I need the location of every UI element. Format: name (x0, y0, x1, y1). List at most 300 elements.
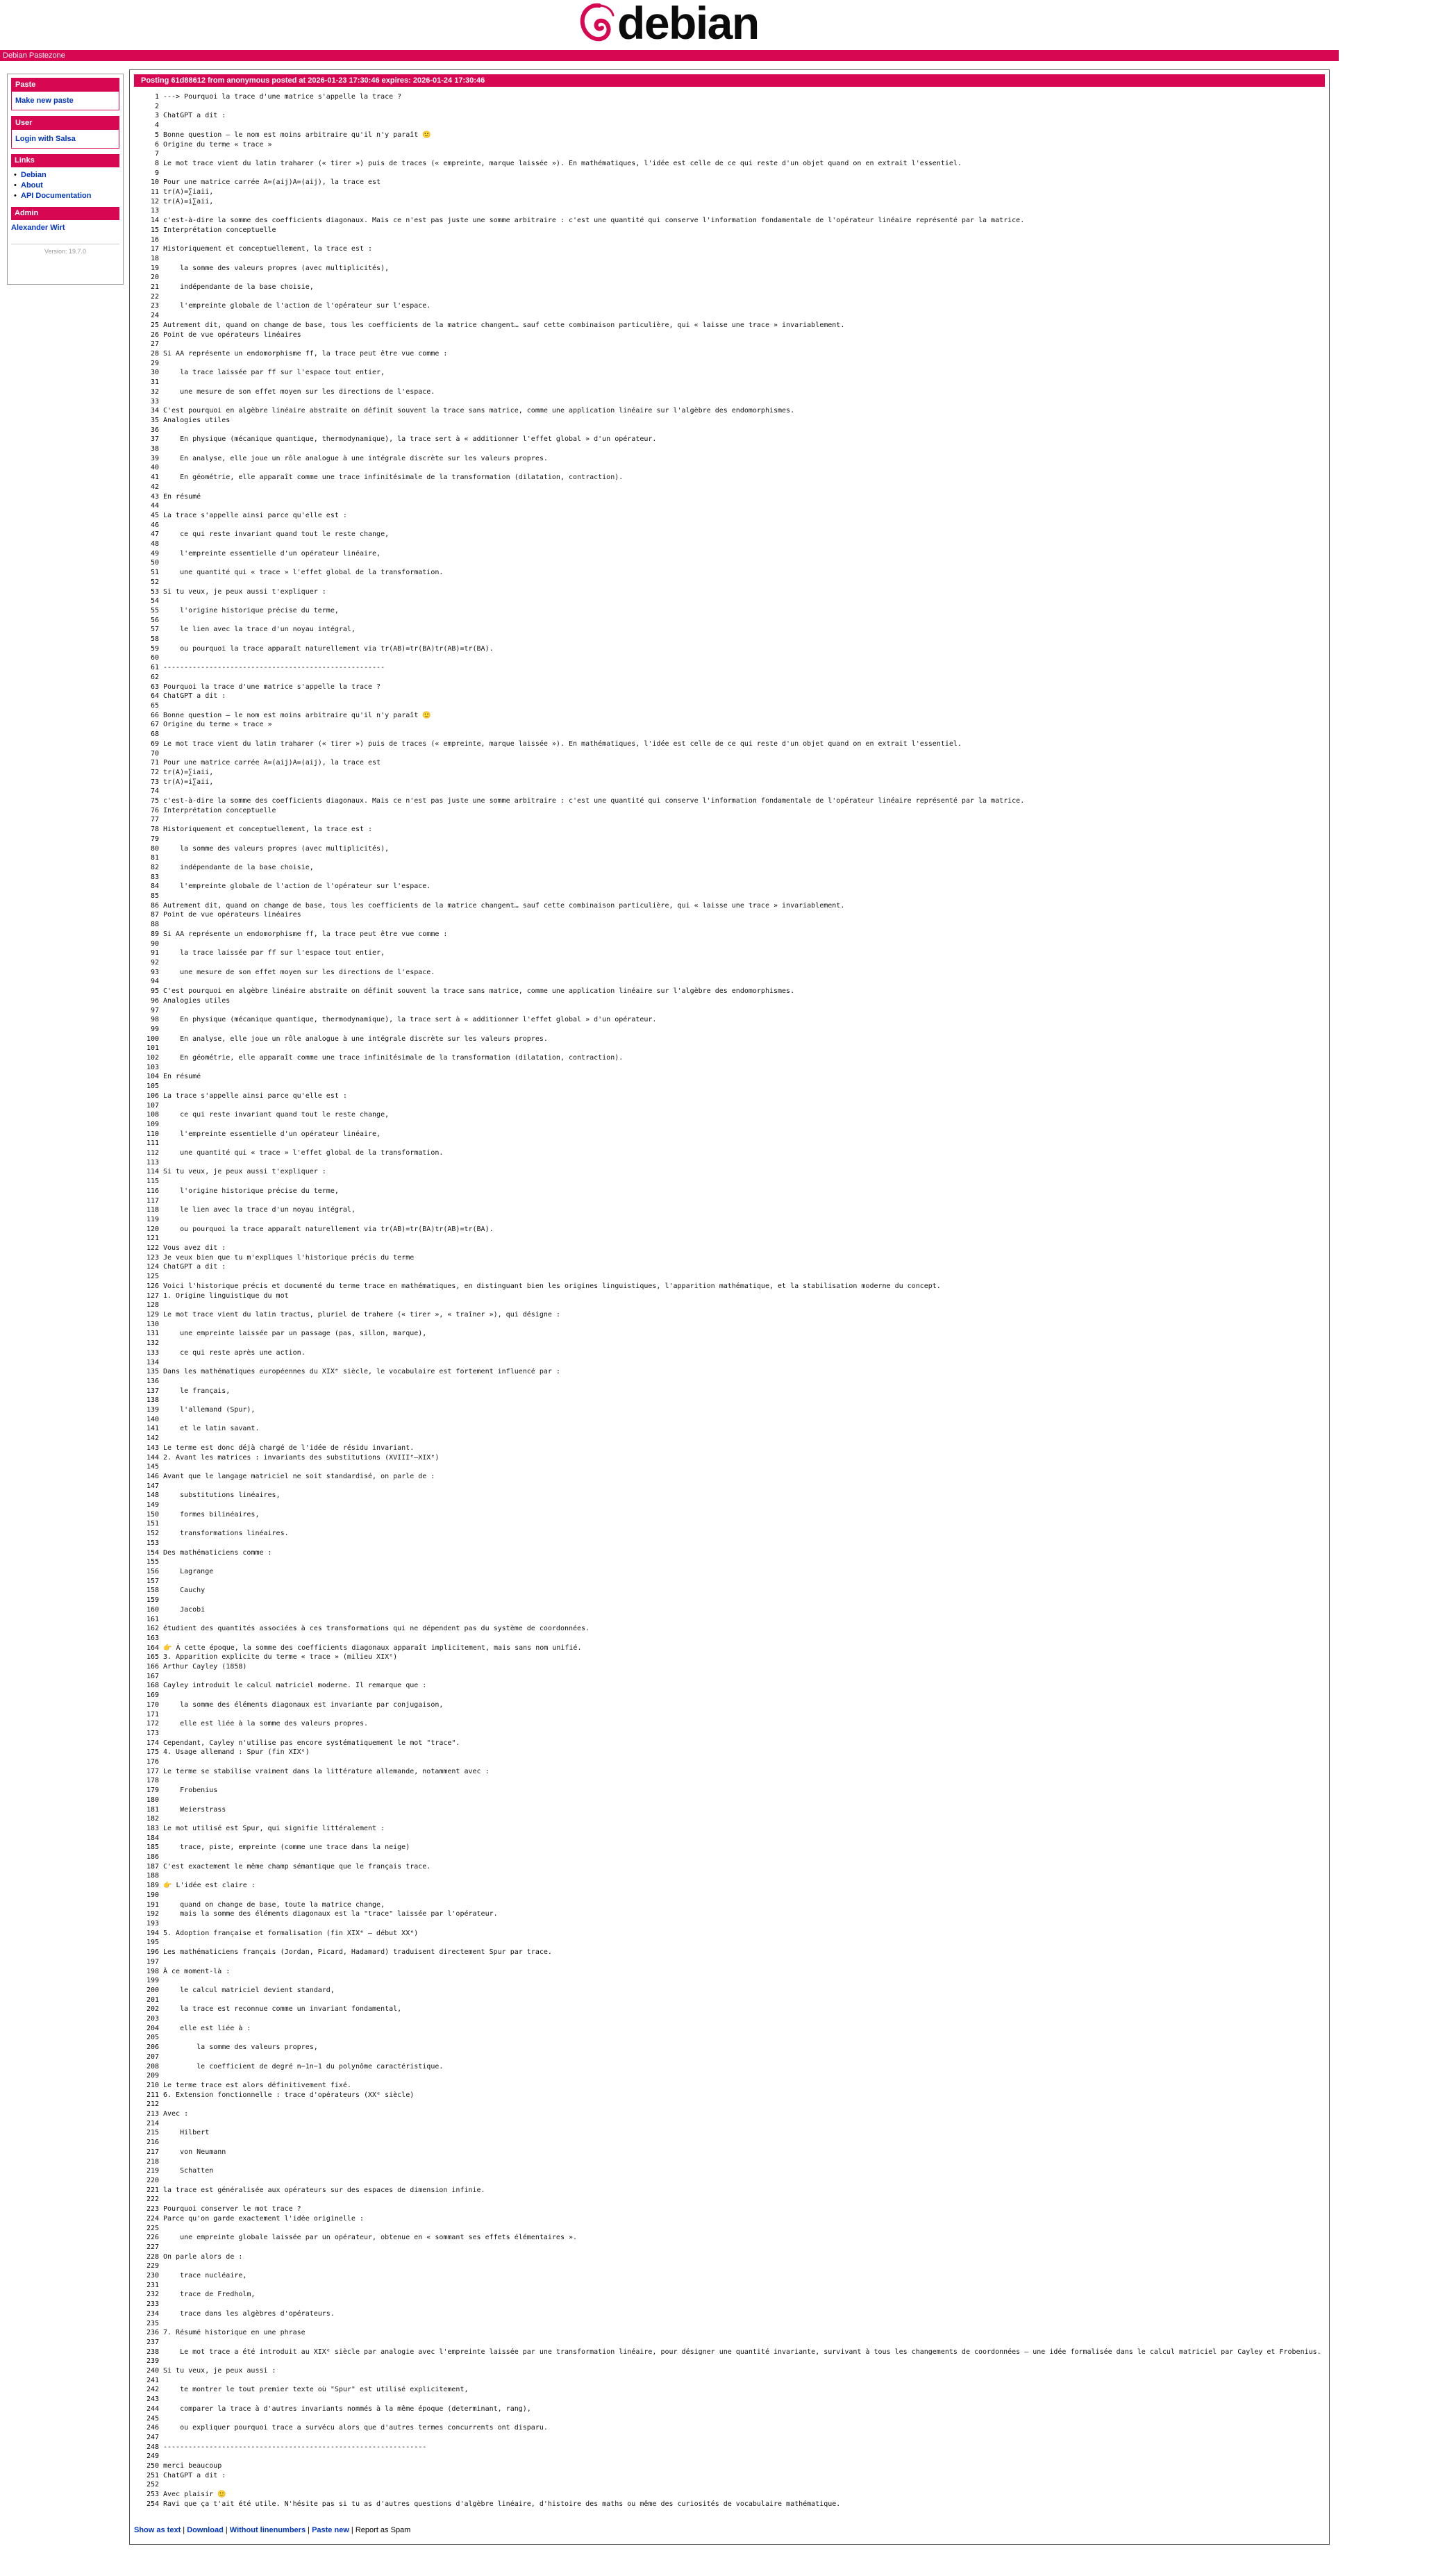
code-line (138, 1757, 1346, 1767)
code-line (138, 1215, 1346, 1225)
line-number: 109 (146, 1120, 159, 1128)
code-line (138, 2033, 1346, 2043)
code-line (138, 806, 1346, 816)
code-line (138, 1244, 1346, 1253)
line-text: Bonne question — le nom est moins arbitraire qu'il n'y paraît 🙂 (163, 131, 431, 139)
line-text: Pour une matrice carrée A=(aij)A=(aij), la trace est (163, 178, 381, 187)
line-number: 50 (150, 559, 159, 567)
line-number: 113 (146, 1158, 159, 1166)
line-number: 250 (146, 2462, 159, 2470)
code-line (138, 159, 1346, 169)
code-line (138, 340, 1346, 349)
line-number: 115 (146, 1178, 159, 1186)
code-line (138, 2328, 1346, 2338)
line-text: Frobenius (163, 1787, 218, 1795)
code-line (138, 1196, 1346, 1206)
line-number: 254 (146, 2500, 159, 2508)
line-number: 31 (150, 378, 159, 387)
line-text: ce qui reste invariant quand tout le reste change, (163, 1111, 390, 1119)
code-line (138, 1453, 1346, 1463)
line-text: te montrer le tout premier texte où "Spur" est utilisé explicitement, (163, 2386, 469, 2394)
debian-link[interactable]: Debian (21, 171, 47, 179)
code-line (138, 1405, 1346, 1415)
line-number: 60 (150, 654, 159, 662)
line-text: Avant que le langage matriciel ne soit standardisé, on parle de : (163, 1472, 435, 1480)
code-line (138, 1957, 1346, 1967)
code-line (138, 1272, 1346, 1282)
code-line (138, 292, 1346, 302)
about-link[interactable]: About (21, 181, 43, 190)
code-line (138, 2109, 1346, 2119)
code-line (138, 131, 1346, 140)
line-text: ----------------------------------------------------- (163, 664, 385, 672)
line-number: 152 (146, 1530, 159, 1538)
code-line (138, 1776, 1346, 1786)
line-number: 104 (146, 1073, 159, 1081)
line-number: 220 (146, 2176, 159, 2184)
line-number: 66 (150, 711, 159, 719)
line-number: 111 (146, 1139, 159, 1148)
admin-name-link[interactable]: Alexander Wirt (11, 224, 65, 232)
show-as-text-link[interactable]: Show as text (134, 2526, 181, 2534)
line-number: 174 (146, 1739, 159, 1747)
line-text: tr(A)=∑iaii, (163, 188, 214, 196)
line-text: Analogies utiles (163, 416, 231, 424)
login-salsa-link[interactable]: Login with Salsa (15, 135, 76, 143)
code-line (138, 1824, 1346, 1834)
line-number: 209 (146, 2072, 159, 2080)
code-line (138, 1377, 1346, 1387)
line-text: ChatGPT a dit : (163, 112, 226, 120)
line-number: 126 (146, 1282, 159, 1290)
line-text: une empreinte globale laissée par un opérateur, obtenue en « sommant ses effets élémentaires ». (163, 2234, 578, 2242)
separator: | (181, 2526, 187, 2534)
code-line (138, 1596, 1346, 1605)
code-line (138, 264, 1346, 274)
line-number: 175 (146, 1748, 159, 1757)
line-number: 150 (146, 1510, 159, 1519)
line-number: 194 (146, 1929, 159, 1937)
line-number: 88 (150, 921, 159, 929)
line-number: 56 (150, 616, 159, 624)
line-number: 43 (150, 492, 159, 501)
line-number: 189 (146, 1882, 159, 1890)
line-text: Cayley introduit le calcul matriciel moderne. Il remarque que : (163, 1682, 427, 1690)
code-line (138, 2138, 1346, 2148)
code-line (138, 463, 1346, 473)
line-text: Cependant, Cayley n'utilise pas encore systématiquement le mot "trace". (163, 1739, 460, 1747)
line-number: 84 (150, 883, 159, 891)
code-line (138, 254, 1346, 264)
line-text: C'est exactement le même champ sémantique que le français trace. (163, 1862, 431, 1871)
code-line (138, 987, 1346, 996)
line-number: 73 (150, 778, 159, 786)
line-number: 182 (146, 1815, 159, 1823)
code-line (138, 2091, 1346, 2100)
code-line (138, 2176, 1346, 2186)
code-line (138, 1225, 1346, 1235)
line-number: 54 (150, 597, 159, 605)
line-number: 246 (146, 2424, 159, 2432)
line-text: le coefficient de degré n−1n−1 du polynôme caractéristique. (163, 2062, 444, 2071)
line-number: 172 (146, 1720, 159, 1728)
code-line (138, 1796, 1346, 1805)
line-number: 162 (146, 1625, 159, 1633)
code-line (138, 2100, 1346, 2109)
code-line (138, 501, 1346, 511)
debian-logo[interactable] (578, 0, 759, 49)
line-text: Interprétation conceptuelle (163, 226, 276, 234)
line-number: 163 (146, 1634, 159, 1642)
line-number: 80 (150, 844, 159, 853)
line-number: 205 (146, 2034, 159, 2042)
line-number: 34 (150, 407, 159, 415)
line-number: 35 (150, 416, 159, 424)
code-line (138, 2005, 1346, 2014)
code-line (138, 768, 1346, 778)
code-line (138, 1500, 1346, 1510)
line-number: 145 (146, 1463, 159, 1471)
code-line (138, 1739, 1346, 1748)
line-number: 159 (146, 1596, 159, 1605)
code-line (138, 2186, 1346, 2196)
line-number: 132 (146, 1339, 159, 1348)
line-number: 171 (146, 1710, 159, 1718)
code-line (138, 1234, 1346, 1244)
code-line (138, 958, 1346, 968)
code-line (138, 663, 1346, 673)
line-text: 2. Avant les matrices : invariants des substitutions (XVIIIᵉ–XIXᵉ) (163, 1453, 440, 1462)
line-number: 81 (150, 854, 159, 862)
line-text: En physique (mécanique quantique, thermodynamique), la trace sert à « additionner l'effet global » d'un opérateur. (163, 435, 657, 444)
line-text: trace nucléaire, (163, 2272, 247, 2280)
code-line (138, 996, 1346, 1006)
code-line (138, 711, 1346, 721)
code-line (138, 1891, 1346, 1900)
paste-new-link[interactable]: Paste new (312, 2526, 349, 2534)
code-line (138, 1786, 1346, 1796)
line-number: 165 (146, 1653, 159, 1662)
code-line (138, 1539, 1346, 1548)
code-line (138, 1748, 1346, 1757)
code-line (138, 2128, 1346, 2138)
line-number: 166 (146, 1663, 159, 1671)
line-number: 44 (150, 502, 159, 510)
code-line (138, 644, 1346, 654)
line-text: Voici l'historique précis et documenté du terme trace en mathématiques, en distinguant bien les origines linguistiques, l'apparition mathématique, et la stabilisation moderne du concept. (163, 1282, 941, 1290)
line-number: 131 (146, 1330, 159, 1338)
code-line (138, 901, 1346, 911)
line-number: 75 (150, 797, 159, 805)
code-line (138, 1938, 1346, 1948)
code-line (138, 1681, 1346, 1691)
top-bar (0, 50, 1339, 61)
report-spam-button[interactable]: Report as Spam (355, 2526, 411, 2534)
code-line (138, 1329, 1346, 1339)
code-line (138, 2119, 1346, 2129)
line-number: 26 (150, 331, 159, 339)
line-text: Des mathématiciens comme : (163, 1548, 272, 1557)
line-number: 232 (146, 2291, 159, 2299)
line-number: 245 (146, 2414, 159, 2423)
line-number: 92 (150, 958, 159, 967)
code-line (138, 2443, 1346, 2452)
line-text: 1. Origine linguistique du mot (163, 1291, 289, 1300)
code-line (138, 1662, 1346, 1672)
line-number: 110 (146, 1130, 159, 1138)
line-text: le calcul matriciel devient standard, (163, 1986, 335, 1994)
line-number: 251 (146, 2471, 159, 2479)
code-line (138, 2461, 1346, 2471)
line-text: Si tu veux, je peux aussi t'expliquer : (163, 1168, 326, 1176)
line-number: 199 (146, 1977, 159, 1985)
line-number: 185 (146, 1843, 159, 1852)
line-number: 18 (150, 254, 159, 262)
line-number: 233 (146, 2300, 159, 2309)
code-line (138, 483, 1346, 492)
line-text: transformations linéaires. (163, 1530, 289, 1538)
line-text: ou pourquoi la trace apparaît naturellement via tr(AB)=tr(BA)tr(AB)=tr(BA). (163, 644, 494, 653)
code-line (138, 787, 1346, 796)
code-line (138, 1262, 1346, 1272)
code-line (138, 1510, 1346, 1520)
code-line (138, 1205, 1346, 1215)
links-list (11, 170, 119, 201)
make-new-paste-link[interactable]: Make new paste (15, 97, 74, 105)
code-line (138, 653, 1346, 663)
code-line (138, 1909, 1346, 1919)
code-line (138, 1929, 1346, 1939)
line-number: 90 (150, 939, 159, 948)
download-link[interactable]: Download (187, 2526, 224, 2534)
line-text: 👉 À cette époque, la somme des coefficients diagonaux apparaît implicitement, mais sans nom unifié. (163, 1644, 582, 1652)
line-number: 186 (146, 1853, 159, 1862)
line-number: 191 (146, 1900, 159, 1909)
code-line (138, 2338, 1346, 2348)
line-number: 234 (146, 2309, 159, 2318)
code-line (138, 2014, 1346, 2024)
code-line (138, 673, 1346, 683)
line-number: 223 (146, 2205, 159, 2214)
line-text: trace, piste, empreinte (comme une trace dans la neige) (163, 1843, 410, 1852)
line-number: 69 (150, 739, 159, 748)
line-text: Schatten (163, 2167, 214, 2175)
code-line (138, 2252, 1346, 2262)
line-text: ChatGPT a dit : (163, 1263, 226, 1271)
code-line (138, 149, 1346, 159)
line-number: 219 (146, 2167, 159, 2175)
code-line (138, 2195, 1346, 2205)
line-number: 14 (150, 217, 159, 225)
code-line (138, 578, 1346, 587)
line-number: 48 (150, 540, 159, 549)
line-number: 65 (150, 702, 159, 710)
line-text: indépendante de la base choisie, (163, 863, 314, 871)
line-number: 138 (146, 1396, 159, 1405)
line-text: Ravi que ça t'ait été utile. N'hésite pas si tu as d'autres questions d'algèbre linéaire, d'histoire des maths ou même des curiosités de vocabulaire mathématique. (163, 2500, 841, 2508)
code-line (138, 930, 1346, 939)
line-number: 107 (146, 1101, 159, 1110)
line-number: 91 (150, 949, 159, 957)
line-number: 211 (146, 2091, 159, 2099)
code-line (138, 1358, 1346, 1368)
code-line (138, 1900, 1346, 1910)
line-text: Pourquoi conserver le mot trace ? (163, 2205, 301, 2214)
line-number: 235 (146, 2319, 159, 2327)
line-text: Avec : (163, 2110, 189, 2118)
code-line (138, 587, 1346, 597)
line-number: 213 (146, 2110, 159, 2118)
line-text: Si AA représente un endomorphisme ff, la trace peut être vue comme : (163, 349, 448, 358)
code-line (138, 1310, 1346, 1320)
code-line (138, 178, 1346, 187)
code-line (138, 1976, 1346, 1986)
line-number: 141 (146, 1425, 159, 1433)
line-number: 94 (150, 978, 159, 986)
line-text: le lien avec la trace d'un noyau intégral, (163, 626, 356, 634)
api-documentation-link[interactable]: API Documentation (21, 192, 92, 200)
code-line (138, 454, 1346, 464)
code-line (138, 2205, 1346, 2214)
code-line (138, 1072, 1346, 1082)
line-number: 227 (146, 2243, 159, 2251)
line-number: 24 (150, 312, 159, 320)
line-number: 204 (146, 2024, 159, 2032)
line-number: 248 (146, 2443, 159, 2451)
line-number: 53 (150, 587, 159, 596)
line-number: 214 (146, 2119, 159, 2127)
code-line (138, 1282, 1346, 1291)
line-number: 139 (146, 1406, 159, 1414)
line-text: ce qui reste invariant quand tout le reste change, (163, 530, 390, 539)
line-text: Origine du terme « trace » (163, 721, 272, 729)
line-text: Avec plaisir 🙂 (163, 2491, 226, 2499)
line-text: l'allemand (Spur), (163, 1406, 256, 1414)
paste-title: Posting 61d88612 from anonymous posted at 2026-01-23 17:30:46 expires: 2026-01-24 17:30:46 (134, 74, 1325, 87)
line-number: 249 (146, 2452, 159, 2461)
line-text: C'est pourquoi en algèbre linéaire abstraite on définit souvent la trace sans matrice, comme une application linéaire sur l'algèbre des endomorphismes. (163, 987, 795, 996)
code-line (138, 1871, 1346, 1881)
code-line (138, 197, 1346, 207)
code-line (138, 1339, 1346, 1348)
code-line (138, 1691, 1346, 1700)
code-line (138, 2214, 1346, 2224)
line-text: la trace laissée par ff sur l'espace tout entier, (163, 369, 385, 377)
line-number: 8 (154, 159, 159, 167)
line-number: 96 (150, 996, 159, 1005)
user-block (11, 116, 119, 149)
code-line (138, 530, 1346, 540)
code-line (138, 1814, 1346, 1824)
code-line (138, 169, 1346, 178)
logo-text: debian (617, 0, 759, 49)
list-item (11, 170, 119, 181)
code-line (138, 1472, 1346, 1482)
code-line (138, 2166, 1346, 2176)
line-text: Le terme trace est alors définitivement fixé. (163, 2081, 351, 2089)
line-number: 208 (146, 2062, 159, 2071)
line-number: 3 (154, 112, 159, 120)
line-number: 36 (150, 426, 159, 434)
code-line (138, 511, 1346, 521)
line-number: 72 (150, 768, 159, 776)
paste-actions (134, 2526, 410, 2534)
line-number: 222 (146, 2196, 159, 2204)
line-number: 201 (146, 1996, 159, 2004)
line-text: la trace est reconnue comme un invariant fondamental, (163, 2005, 402, 2014)
code-line (138, 730, 1346, 739)
code-line (138, 2471, 1346, 2481)
line-number: 4 (154, 122, 159, 130)
line-number: 226 (146, 2234, 159, 2242)
line-text: En résumé (163, 492, 201, 501)
line-text: Cauchy (163, 1587, 206, 1595)
code-line (138, 1415, 1346, 1425)
code-line (138, 2224, 1346, 2234)
code-line (138, 2404, 1346, 2414)
line-number: 229 (146, 2262, 159, 2270)
code-line (138, 2081, 1346, 2091)
site-header (0, 0, 1429, 49)
line-text: la trace laissée par ff sur l'espace tout entier, (163, 949, 385, 957)
line-number: 55 (150, 606, 159, 614)
code-line (138, 1348, 1346, 1358)
code-line (138, 359, 1346, 369)
code-line (138, 1253, 1346, 1263)
line-text: En physique (mécanique quantique, thermodynamique), la trace sert à « additionner l'effet global » d'un opérateur. (163, 1016, 657, 1024)
code-line (138, 216, 1346, 226)
code-line (138, 1948, 1346, 1957)
line-text: trace dans les algèbres d'opérateurs. (163, 2309, 335, 2318)
line-number: 151 (146, 1520, 159, 1528)
code-line (138, 387, 1346, 397)
line-number: 215 (146, 2129, 159, 2137)
line-number: 108 (146, 1111, 159, 1119)
line-number: 243 (146, 2395, 159, 2404)
code-line (138, 2395, 1346, 2404)
line-number: 116 (146, 1187, 159, 1195)
without-linenumbers-link[interactable]: Without linenumbers (229, 2526, 306, 2534)
code-line (138, 739, 1346, 749)
line-number: 58 (150, 635, 159, 644)
code-line (138, 1919, 1346, 1929)
line-text: ChatGPT a dit : (163, 2471, 226, 2479)
line-text: Si AA représente un endomorphisme ff, la trace peut être vue comme : (163, 930, 448, 938)
code-line (138, 910, 1346, 920)
code-line (138, 273, 1346, 283)
line-number: 195 (146, 1939, 159, 1947)
code-line (138, 1006, 1346, 1016)
line-number: 52 (150, 578, 159, 586)
code-line (138, 121, 1346, 131)
line-number: 117 (146, 1196, 159, 1205)
line-text: la somme des éléments diagonaux est invariante par conjugaison, (163, 1700, 444, 1709)
code-line (138, 1120, 1346, 1130)
code-line (138, 1834, 1346, 1843)
code-line (138, 1177, 1346, 1187)
line-number: 143 (146, 1444, 159, 1452)
line-number: 79 (150, 835, 159, 843)
code-line (138, 549, 1346, 559)
line-number: 57 (150, 626, 159, 634)
line-text: 5. Adoption française et formalisation (fin XIXᵉ – début XXᵉ) (163, 1929, 419, 1937)
line-text: Pour une matrice carrée A=(aij)A=(aij), la trace est (163, 759, 381, 767)
code-line (138, 853, 1346, 863)
code-line (138, 2348, 1346, 2357)
line-number: 22 (150, 292, 159, 301)
line-text: une mesure de son effet moyen sur les directions de l'espace. (163, 387, 435, 396)
line-number: 167 (146, 1672, 159, 1680)
